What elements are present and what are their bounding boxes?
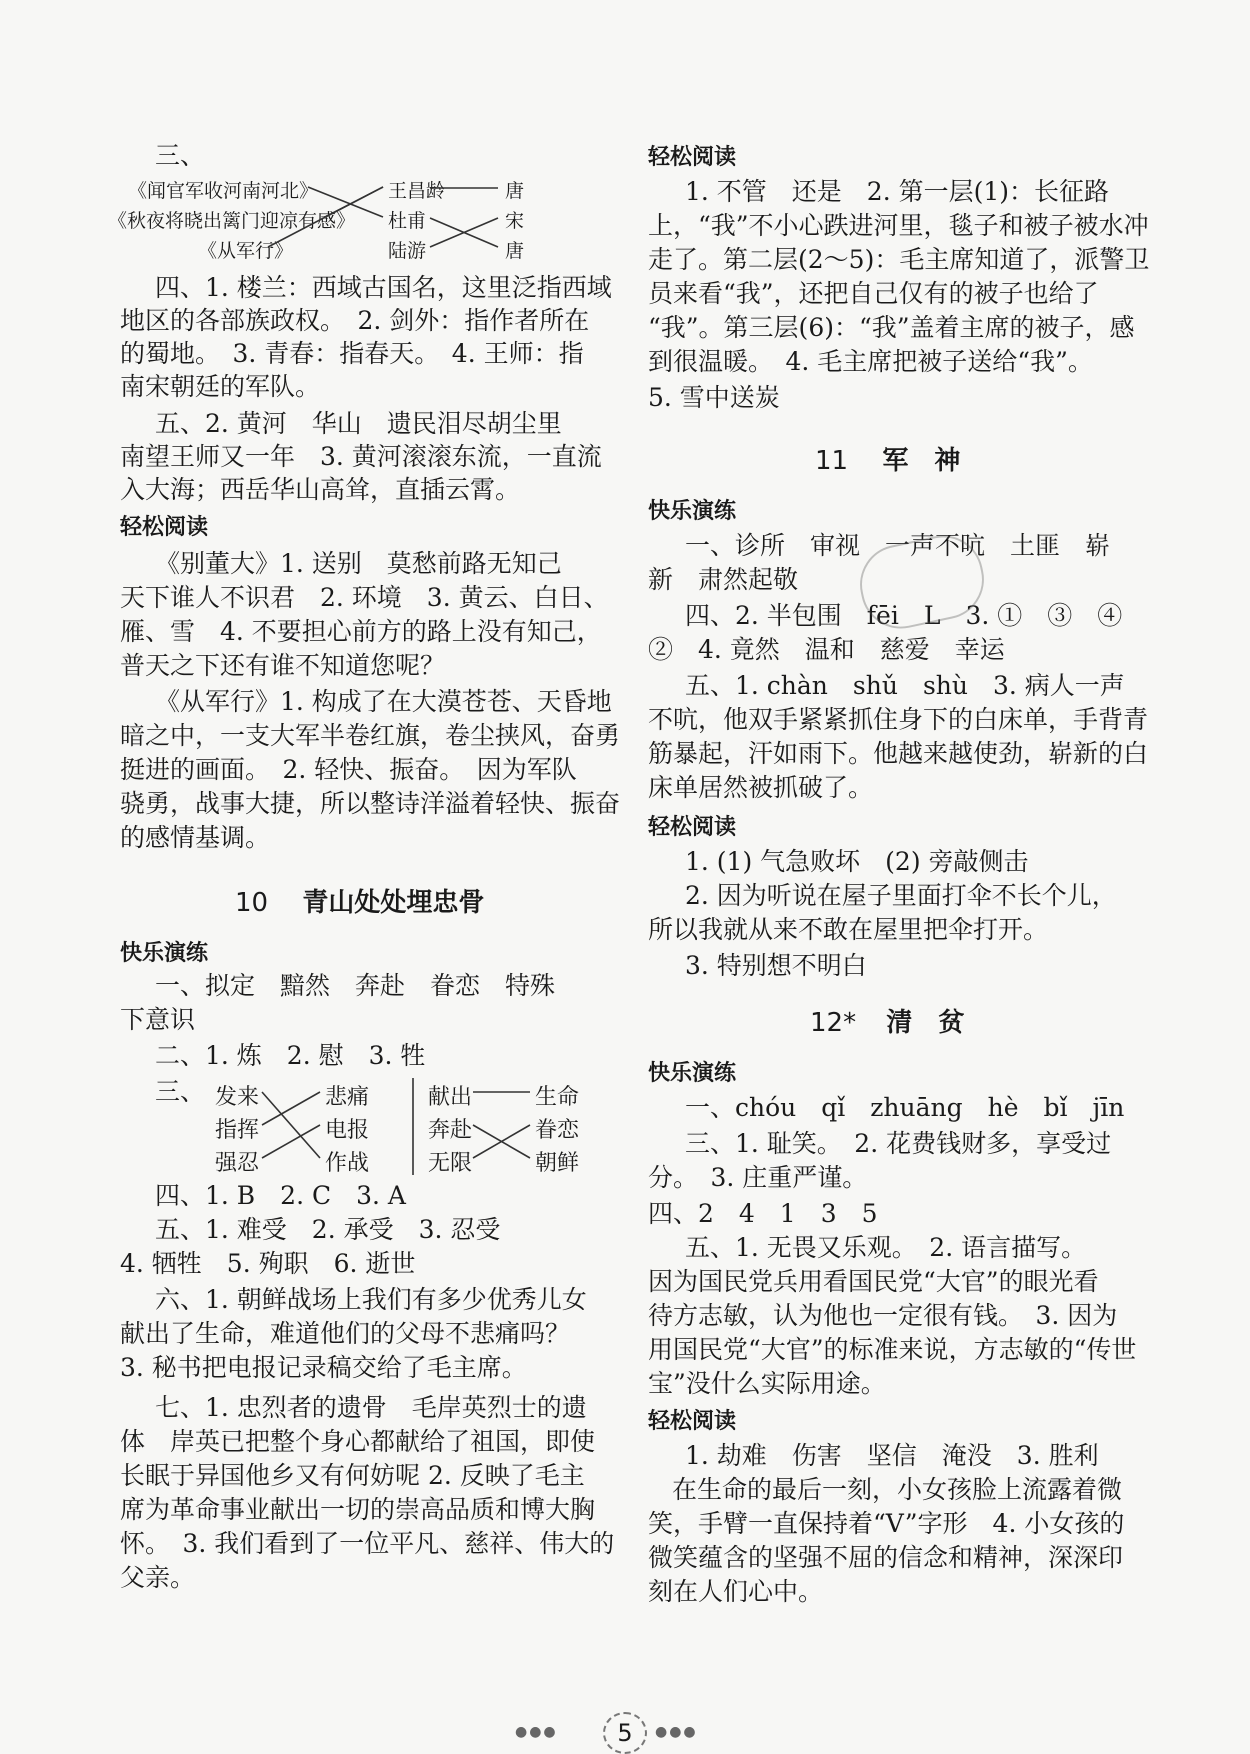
text-line: 父亲。 <box>120 1563 196 1592</box>
text-line: 用国民党“大官”的标准来说，方志敏的“传世 <box>648 1335 1137 1364</box>
section-heading: 轻松阅读 <box>648 1409 737 1434</box>
text-line: 五、2. 黄河 华山 遗民泪尽胡尘里 <box>155 409 562 438</box>
match-word: 发来 <box>215 1085 260 1110</box>
text-line: 体 岸英已把整个身心都献给了祖国，即使 <box>120 1427 596 1456</box>
text-line: 1. 不管 还是 2. 第一层(1)：长征路 <box>685 177 1110 206</box>
text-line: 地区的各部族政权。 2. 剑外：指作者所在 <box>120 306 590 335</box>
text-line: 《从军行》1. 构成了在大漠苍苍、天昏地 <box>155 687 612 716</box>
text-line: 的感情基调。 <box>120 823 271 852</box>
dynasty-2: 宋 <box>505 210 525 232</box>
text-line: 雁、雪 4. 不要担心前方的路上没有知己， <box>120 617 602 646</box>
poem-1: 《闻官军收河南河北》 <box>128 180 319 202</box>
text-line: 四、1. 楼兰：西域古国名，这里泛指西域 <box>155 273 612 302</box>
section-heading: 快乐演练 <box>120 941 209 966</box>
text-line: 走了。第二层(2～5)：毛主席知道了，派警卫 <box>648 245 1150 274</box>
lesson-number: 11 <box>815 446 849 476</box>
text-line: 南宋朝廷的军队。 <box>120 372 321 401</box>
match-line <box>308 187 383 217</box>
text-line: “我”。第三层(6)：“我”盖着主席的被子，感 <box>648 313 1135 342</box>
text-line: 普天之下还有谁不知道您呢？ <box>120 651 446 680</box>
poet-3: 陆游 <box>388 240 427 262</box>
text-line: 下意识 <box>120 1005 196 1034</box>
footer-dots-left: ●●● <box>515 1724 558 1740</box>
text-line: 到很温暖。 4. 毛主席把被子送给“我”。 <box>648 347 1093 376</box>
text-line: 挺进的画面。 2. 轻快、振奋。 因为军队 <box>120 755 577 784</box>
dynasty-3: 唐 <box>505 240 525 262</box>
text-line: 《别董大》1. 送别 莫愁前路无知己 <box>155 549 562 578</box>
text-line: 1. 劫难 伤害 坚信 淹没 3. 胜利 <box>685 1441 1099 1470</box>
text-line: 五、1. chàn shǔ shù 3. 病人一声 <box>685 671 1125 700</box>
text-line: 待方志敏，认为他也一定很有钱。 3. 因为 <box>648 1301 1118 1330</box>
lesson-number: 10 <box>235 888 269 918</box>
page-footer <box>515 1712 735 1752</box>
poet-2: 杜甫 <box>388 210 427 232</box>
text-line: 分。 3. 庄重严谨。 <box>648 1163 868 1192</box>
text-line: 1. (1) 气急败坏 (2) 旁敲侧击 <box>685 847 1029 876</box>
page-number: 5 <box>603 1712 647 1754</box>
text-line: 四、2. 半包围 fēi L 3. ① ③ ④ <box>685 601 1123 630</box>
text-line: 一、诊所 审视 一声不吭 土匪 崭 <box>685 531 1111 560</box>
text-line: 因为国民党兵用看国民党“大官”的眼光看 <box>648 1267 1099 1296</box>
text-line: 2. 因为听说在屋子里面打伞不长个儿， <box>685 881 1117 910</box>
text-line: 六、1. 朝鲜战场上我们有多少优秀儿女 <box>155 1285 587 1314</box>
text-line: 四、2 4 1 3 5 <box>648 1199 878 1228</box>
text-line: 一、chóu qǐ zhuāng hè bǐ jīn <box>685 1093 1125 1122</box>
match-word: 电报 <box>325 1118 370 1143</box>
text-line: ② 4. 竟然 温和 慈爱 幸运 <box>648 635 1005 664</box>
text-line: 新 肃然起敬 <box>648 565 799 594</box>
text-line: 四、1. B 2. C 3. A <box>155 1181 406 1210</box>
text-line: 一、拟定 黯然 奔赴 眷恋 特殊 <box>155 971 556 1000</box>
match-word: 无限 <box>428 1151 473 1176</box>
text-line: 所以我就从来不敢在屋里把伞打开。 <box>648 915 1049 944</box>
text-line: 笑，手臂一直保持着“V”字形 4. 小女孩的 <box>648 1509 1125 1538</box>
lesson-11-title <box>815 440 960 477</box>
match-word: 生命 <box>535 1085 580 1110</box>
poet-1: 王昌龄 <box>388 180 446 202</box>
text-line: 员来看“我”，还把自己仅有的被子也给了 <box>648 279 1099 308</box>
text-line: 3. 特别想不明白 <box>685 951 867 980</box>
match-line <box>262 1092 320 1125</box>
text-line: 五、1. 无畏又乐观。 2. 语言描写。 <box>685 1233 1087 1262</box>
section-heading: 快乐演练 <box>648 1061 737 1086</box>
text-line: 5. 雪中送炭 <box>648 383 780 412</box>
text-line: 二、1. 炼 2. 慰 3. 牲 <box>155 1041 426 1070</box>
match-word: 强忍 <box>215 1151 260 1176</box>
match-line <box>262 1125 320 1158</box>
section-heading: 轻松阅读 <box>120 515 209 540</box>
match-word: 眷恋 <box>535 1118 580 1143</box>
text-line: 上，“我”不小心跌进河里，毯子和被子被水冲 <box>648 211 1149 240</box>
text-line: 席为革命事业献出一切的崇高品质和博大胸 <box>120 1495 596 1524</box>
match-line <box>262 1092 320 1158</box>
text-line: 七、1. 忠烈者的遗骨 毛岸英烈士的遗 <box>155 1393 587 1422</box>
text-line: 在生命的最后一刻，小女孩脸上流露着微 <box>672 1475 1123 1504</box>
lesson-12-title <box>810 1002 964 1039</box>
poem-2: 《秋夜将晓出篱门迎凉有感》 <box>108 210 356 232</box>
dynasty-1: 唐 <box>505 180 525 202</box>
poem-3: 《从军行》 <box>198 240 294 262</box>
text-line: 五、1. 难受 2. 承受 3. 忍受 <box>155 1215 501 1244</box>
footer-dots-right: ●●● <box>655 1724 698 1740</box>
text-line: 三、1. 耻笑。 2. 花费钱财多，享受过 <box>685 1129 1112 1158</box>
section-heading: 轻松阅读 <box>648 145 737 170</box>
text-line: 的蜀地。 3. 青春：指春天。 4. 王师：指 <box>120 339 584 368</box>
text-line: 4. 牺牲 5. 殉职 6. 逝世 <box>120 1249 416 1278</box>
lesson-name: 清 贫 <box>886 1008 965 1038</box>
text-line: 3. 秘书把电报记录稿交给了毛主席。 <box>120 1353 527 1382</box>
text-line: 天下谁人不识君 2. 环境 3. 黄云、白日、 <box>120 583 609 612</box>
lesson-name: 军 神 <box>882 446 961 476</box>
match-word: 作战 <box>325 1151 370 1176</box>
lesson-name: 青山处处埋忠骨 <box>302 888 485 918</box>
section-heading: 快乐演练 <box>648 499 737 524</box>
text-line: 南望王师又一年 3. 黄河滚滚东流，一直流 <box>120 442 602 471</box>
section-3-label: 三、 <box>155 141 206 170</box>
match-word: 悲痛 <box>325 1085 370 1110</box>
text-line: 暗之中，一支大军半卷红旗，卷尘挟风，奋勇 <box>120 721 621 750</box>
lesson-number: 12* <box>810 1008 857 1038</box>
match-word: 献出 <box>428 1085 473 1110</box>
text-line: 微笑蕴含的坚强不屈的信念和精神，深深印 <box>648 1543 1124 1572</box>
text-line: 骁勇，战事大捷，所以整诗洋溢着轻快、振奋 <box>120 789 621 818</box>
match-word: 奔赴 <box>428 1118 473 1143</box>
text-line: 不吭，他双手紧紧抓住身下的白床单，手背青 <box>648 705 1149 734</box>
text-line: 怀。 3. 我们看到了一位平凡、慈祥、伟大的 <box>120 1529 615 1558</box>
match-word: 朝鲜 <box>535 1151 580 1176</box>
section-3-label: 三、 <box>155 1077 206 1106</box>
text-line: 刻在人们心中。 <box>648 1577 824 1606</box>
text-line: 长眠于异国他乡又有何妨呢 2. 反映了毛主 <box>120 1461 585 1490</box>
text-line: 筋暴起，汗如雨下。他越来越使劲，崭新的白 <box>648 739 1149 768</box>
text-line: 入大海；西岳华山高耸，直插云霄。 <box>120 475 521 504</box>
match-line <box>268 187 383 247</box>
text-line: 床单居然被抓破了。 <box>648 773 874 802</box>
section-heading: 轻松阅读 <box>648 815 737 840</box>
text-line: 献出了生命，难道他们的父母不悲痛吗？ <box>120 1319 571 1348</box>
match-word: 指挥 <box>215 1118 260 1143</box>
text-line: 宝”没什么实际用途。 <box>648 1369 886 1398</box>
